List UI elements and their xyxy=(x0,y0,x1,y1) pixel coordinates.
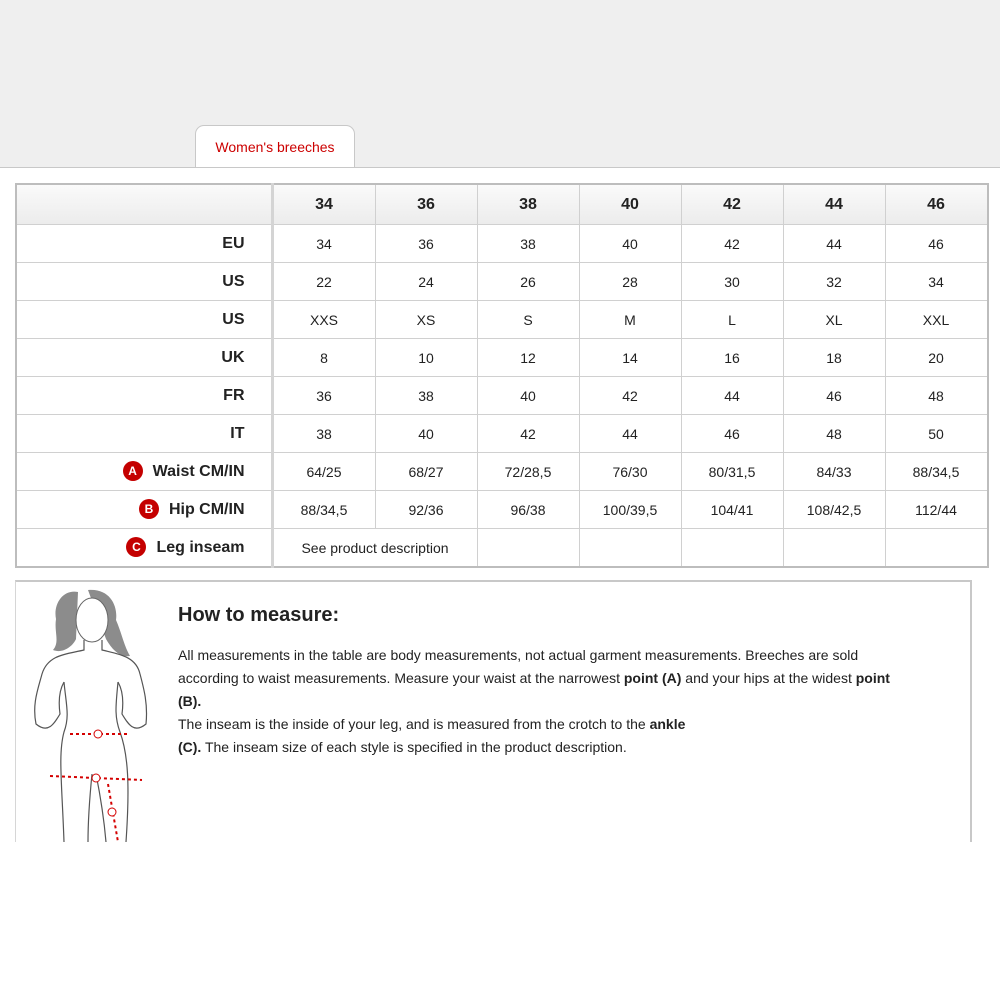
how-to-measure-title: How to measure: xyxy=(178,604,340,626)
row-label xyxy=(16,453,272,491)
table-header-row xyxy=(16,184,988,225)
table-cell: 48 xyxy=(783,415,885,453)
howto-bold: ankle xyxy=(649,716,686,732)
howto-text-part: The inseam is the inside of your leg, and is measured from the crotch to the xyxy=(178,716,650,732)
table-cell: 22 xyxy=(272,263,375,301)
table-cell: 18 xyxy=(783,339,885,377)
table-cell: 88/34,5 xyxy=(272,491,375,529)
table-cell: 64/25 xyxy=(272,453,375,491)
table-cell: 112/44 xyxy=(885,491,988,529)
row-label-text: US xyxy=(222,272,245,290)
row-label-text: Hip CM/IN xyxy=(168,500,245,518)
table-cell: 68/27 xyxy=(375,453,477,491)
table-cell: L xyxy=(681,301,783,339)
howto-text-part: and your hips at the widest xyxy=(681,670,856,686)
table-cell: 20 xyxy=(885,339,988,377)
header-size: 38 xyxy=(477,184,579,225)
table-cell: 8 xyxy=(272,339,375,377)
howto-text-part: The inseam size of each style is specified in the product description. xyxy=(201,739,627,755)
table-cell: 34 xyxy=(272,225,375,263)
table-cell: 84/33 xyxy=(783,453,885,491)
header-size: 36 xyxy=(375,184,477,225)
table-cell: 40 xyxy=(375,415,477,453)
table-row xyxy=(16,263,988,301)
table-cell: XXS xyxy=(272,301,375,339)
table-row xyxy=(16,415,988,453)
table-cell: 72/28,5 xyxy=(477,453,579,491)
table-cell: S xyxy=(477,301,579,339)
table-row xyxy=(16,225,988,263)
top-band xyxy=(0,0,1000,168)
table-cell: 36 xyxy=(375,225,477,263)
table-cell: XL xyxy=(783,301,885,339)
row-label xyxy=(16,225,272,263)
row-label-text: UK xyxy=(221,348,245,366)
table-cell: XS xyxy=(375,301,477,339)
badge-b-icon: B xyxy=(139,499,159,519)
row-label xyxy=(16,529,272,568)
table-cell: 44 xyxy=(783,225,885,263)
table-cell: 38 xyxy=(272,415,375,453)
header-corner xyxy=(16,184,272,225)
table-cell: 46 xyxy=(885,225,988,263)
table-cell-empty xyxy=(681,529,783,568)
table-cell-empty xyxy=(579,529,681,568)
table-row xyxy=(16,377,988,415)
table-cell: 42 xyxy=(477,415,579,453)
row-label xyxy=(16,415,272,453)
row-label-text: Waist CM/IN xyxy=(152,462,245,480)
row-label xyxy=(16,339,272,377)
table-cell: 40 xyxy=(477,377,579,415)
row-label xyxy=(16,377,272,415)
header-size: 46 xyxy=(885,184,988,225)
table-cell: 38 xyxy=(375,377,477,415)
row-label-text: Leg inseam xyxy=(156,538,245,556)
table-cell: 108/42,5 xyxy=(783,491,885,529)
table-cell: 92/36 xyxy=(375,491,477,529)
table-cell: 44 xyxy=(579,415,681,453)
row-label-text: EU xyxy=(222,234,245,252)
row-label-text: IT xyxy=(230,424,245,442)
table-cell: 46 xyxy=(783,377,885,415)
row-label xyxy=(16,301,272,339)
table-cell: 10 xyxy=(375,339,477,377)
table-cell: 38 xyxy=(477,225,579,263)
table-cell: XXL xyxy=(885,301,988,339)
table-cell: 76/30 xyxy=(579,453,681,491)
table-row xyxy=(16,491,988,529)
table-cell: 50 xyxy=(885,415,988,453)
row-label xyxy=(16,263,272,301)
table-cell: 88/34,5 xyxy=(885,453,988,491)
table-cell: 26 xyxy=(477,263,579,301)
table-cell: 16 xyxy=(681,339,783,377)
table-cell: 32 xyxy=(783,263,885,301)
table-cell: M xyxy=(579,301,681,339)
table-cell: 30 xyxy=(681,263,783,301)
row-label xyxy=(16,491,272,529)
table-cell: 28 xyxy=(579,263,681,301)
row-label-text: US xyxy=(222,310,245,328)
body-measurement-figure xyxy=(18,584,168,842)
badge-a-icon: A xyxy=(123,461,143,481)
how-to-measure-text xyxy=(178,644,898,759)
howto-bold: (C). xyxy=(178,739,202,755)
how-to-measure-panel xyxy=(15,580,972,842)
table-row xyxy=(16,301,988,339)
table-row xyxy=(16,339,988,377)
badge-c-icon: C xyxy=(126,537,146,557)
table-row xyxy=(16,453,988,491)
table-cell: 80/31,5 xyxy=(681,453,783,491)
table-cell: 34 xyxy=(885,263,988,301)
tab-womens-breeches[interactable]: Women's breeches xyxy=(195,125,355,167)
table-cell: 42 xyxy=(681,225,783,263)
table-cell-empty xyxy=(885,529,988,568)
header-size: 42 xyxy=(681,184,783,225)
table-cell: 24 xyxy=(375,263,477,301)
table-cell: 14 xyxy=(579,339,681,377)
header-size: 40 xyxy=(579,184,681,225)
howto-bold: point (A) xyxy=(623,670,682,686)
table-cell: 36 xyxy=(272,377,375,415)
table-cell: 100/39,5 xyxy=(579,491,681,529)
table-cell-note: See product description xyxy=(272,529,477,568)
table-cell-empty xyxy=(783,529,885,568)
table-cell: 42 xyxy=(579,377,681,415)
header-size: 34 xyxy=(272,184,375,225)
table-cell: 48 xyxy=(885,377,988,415)
size-chart-table xyxy=(15,183,989,568)
howto-bold: point (B). xyxy=(178,670,890,709)
table-cell: 12 xyxy=(477,339,579,377)
row-label-text: FR xyxy=(223,386,245,404)
table-cell: 46 xyxy=(681,415,783,453)
table-cell-empty xyxy=(477,529,579,568)
table-cell: 44 xyxy=(681,377,783,415)
howto-text-part: All measurements in the table are body measurements, not actual garment measurements. Breeches are sold according to waist measurements. Measure your waist at the narrowest xyxy=(178,647,859,686)
table-cell: 40 xyxy=(579,225,681,263)
table-cell: 104/41 xyxy=(681,491,783,529)
header-size: 44 xyxy=(783,184,885,225)
table-row xyxy=(16,529,988,568)
table-cell: 96/38 xyxy=(477,491,579,529)
